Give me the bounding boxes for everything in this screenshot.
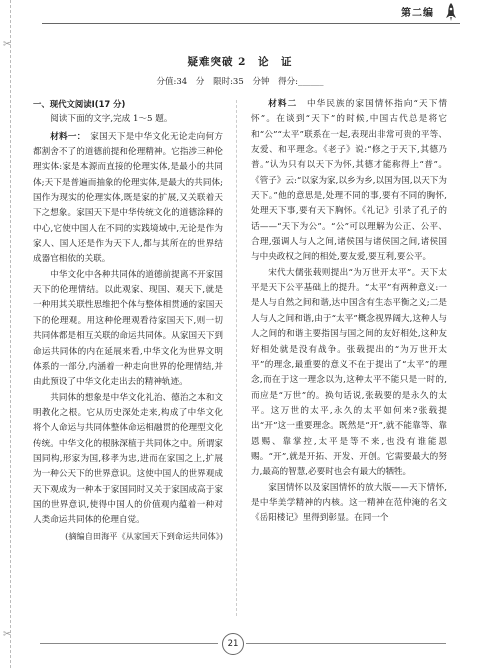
page-title: 疑难突破 2 论 证: [187, 56, 293, 68]
material-label: 材料一：: [50, 131, 82, 142]
material-paragraph: [33, 130, 223, 268]
rocket-icon: [444, 2, 458, 22]
left-column: [33, 97, 223, 544]
body-paragraph: 共同体的想象是中华文化礼治、德治之本和文明教化之根。它从历史深处走来,构成了中华文化将个人命运与共同体整体命运相融贯的伦理型文化传统。中华文化的根脉深植于共同体之中。所谓家国同构,形家为国,移孝为忠,进而在家国之上,扩展为一种公天下的世界意识。这使中国人的世界观成天下观成为一种本于家国同时又关于家国成高于家国的世界意识,使得中国人的价值观内蕴着一种对人类命运共同体的伦理自觉。: [33, 392, 223, 526]
body-paragraph: 家国情怀以及家国情怀的放大版——天下情怀,是中华美学精神的内核。这一精神在范仲淹的名文《岳阳楼记》里得到彰显。在同一个: [251, 482, 447, 524]
body-paragraph: 宋代大儒张载则提出“为万世开太平”。天下太平是天下公平基础上的提升。“太平”有两种意义:一是人与自然之间和谐,达中国含有生态平衡之义;二是人与人之间和谐,由于“太平”概念视界阔大,这种人与人之间的和谐主要指国与国之间的友好相处,这种友好相处就是没有战争。张载提出的“为万世开太平”的理念,最重要的意义不在于提出了“太平”的理念,而在于这一理念以为,这种太平不能只是一时的,而应是“万世”的。换句话说,张载要的是永久的太平。这万世的太平,永久的太平如何来?张载提出“开”这一重要理念。既然是“开”,就不能靠等、靠恩赐、靠掌控,太平是等不来,也没有谁能恩赐。“开”,就是开拓、开发、开创。它需要最大的努力,最高的智慧,必要时也会有最大的牺牲。: [251, 267, 447, 478]
score-label: 分值:34 分: [156, 77, 205, 87]
body-paragraph: 阅读下面的文字,完成 1～5 题。: [50, 114, 173, 125]
material-label: 材料二: [268, 99, 298, 109]
material-text: 家国天下是中华文化无论走向何方都割舍不了的道德前提和伦理精神。它指涉三种伦理实体:家是本源而直接的伦理实体,是最小的共同体;天下是普遍而抽象的伦理实体,是最大的共同体;国作为现实的伦理实体,既是家的扩展,又关联着天下之想象。家国天下是中华传统文化的道德涂释的中心,它使中国人在不同的实践境域中,无论是作为家人、国人还是作为天下人,都与其所在的世界结成器官相依的关联。: [33, 131, 223, 265]
footer-rule: [40, 643, 218, 644]
section-heading: 一、现代文阅读Ⅰ(17 分): [33, 99, 126, 109]
right-column: [251, 97, 447, 527]
time-label: 限时:35 分钟: [213, 77, 270, 87]
exam-meta: [0, 75, 480, 87]
page-number: 21: [222, 633, 244, 655]
source-citation: (摘编自田海平《从家国天下到命运共同体》): [65, 530, 223, 541]
column-divider: [236, 100, 237, 616]
body-paragraph: 中华文化中各种共同体的道德前提离不开家国天下的伦理情结。以此观家、现国、观天下,就是一种用其关联性思维把个体与整体相贯通的家国天下的伦理观。用这种伦理观看待家国天下,则一切共同体都是相互关联的命运共同体。从家国天下到命运共同体的内在延展来看,中华文化为世界文明体系的一部分,内涵着一种走向世界的伦理情结,并由此预设了中华文化走出去的精神轨迹。: [33, 269, 223, 388]
footer-rule: [246, 643, 446, 644]
scissors-icon: ✂: [3, 629, 12, 640]
scissors-icon: ✂: [3, 39, 12, 50]
result-label: 得分:______: [278, 77, 324, 87]
header-rule: [42, 23, 460, 24]
material-paragraph: [251, 97, 447, 266]
material-text: 中华民族的家国情怀指向“天下情怀”。在谈到“天下”的时候,中国古代总是将它和“公”“太平”联系在一起,表现出非常可贵的平等、友爱、和平理念。《老子》说:“修之于天下,其德乃普。”认为只有以天下为怀,其德才能称得上“普”。《管子》云:“以家为家,以乡为乡,以国为国,以天下为天下。”他的意思是,处理不同的事,要有不同的胸怀,处理天下事,要有天下胸怀。《礼记》引录了孔子的话——“天下为公”。“公”可以理解为公正、公平、合理,强调人与人之间,诸侯国与诸侯国之间,诸侯国与中央政权之间的相处,要友爱,要互利,要公平。: [251, 99, 447, 263]
section-label: 第二编: [401, 8, 434, 19]
binding-cut-line: [10, 0, 11, 668]
